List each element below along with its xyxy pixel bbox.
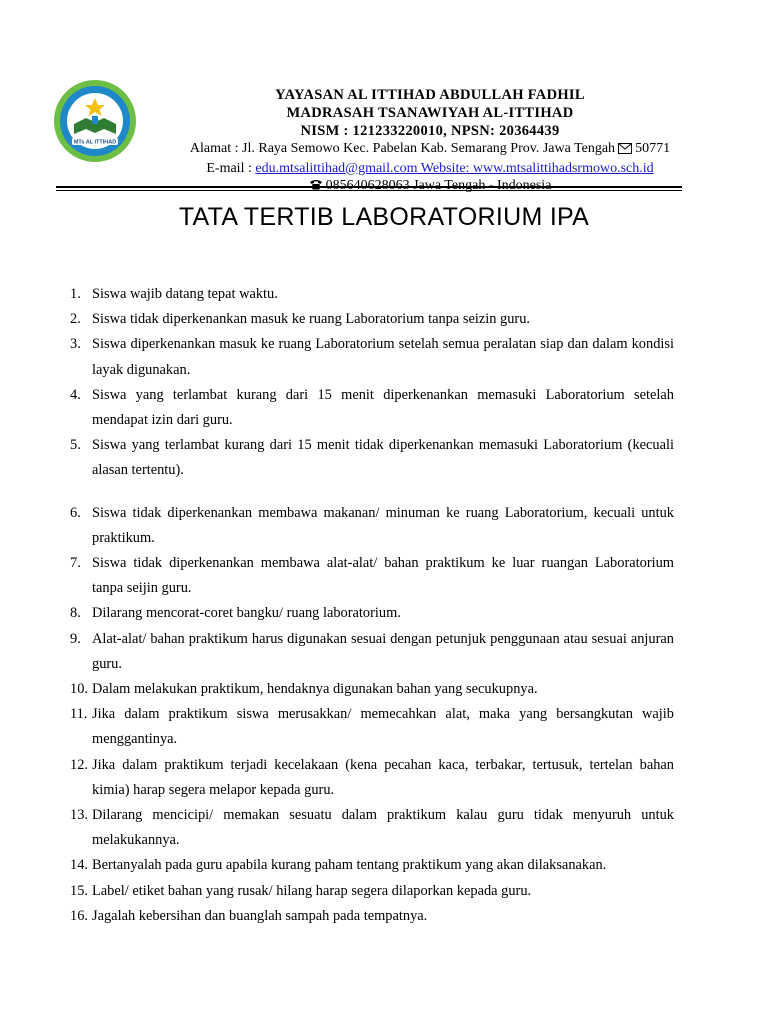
rule-text: Siswa yang terlambat kurang dari 15 menit tidak diperkenankan memasuki Laboratorium (kecuali alasan tertentu). [92,437,674,479]
header-divider-thin [56,190,682,191]
rule-text: Jagalah kebersihan dan buanglah sampah pada tempatnya. [92,907,428,924]
rule-item-9 [70,627,674,677]
rule-text: Siswa diperkenankan masuk ke ruang Laboratorium setelah semua peralatan siap dan dalam kondisi layak digunakan. [92,336,674,378]
rule-text: Dalam melakukan praktikum, hendaknya digunakan bahan yang secukupnya. [92,681,538,698]
envelope-icon [618,142,632,160]
rule-number: 3. [70,336,81,353]
header-divider-thick [56,186,682,188]
school-logo [52,78,138,164]
rule-text: Siswa tidak diperkenankan membawa makanan/ minuman ke ruang Laboratorium, kecuali untuk praktikum. [92,504,674,546]
email-label: E-mail : [206,160,252,176]
rule-item-4 [70,383,674,433]
rule-number: 2. [70,311,81,328]
rule-text: Jika dalam praktikum terjadi kecelakaan (kena pecahan kaca, terbakar, tertusuk, tertelan bahan kimia) harap segera melapor kepada guru. [92,756,674,798]
rule-item-13 [70,803,674,853]
rule-text: Dilarang mencicipi/ memakan sesuatu dalam praktikum kalau guru tidak menyuruh untuk melakukannya. [92,807,674,849]
school-name: MADRASAH TSANAWIYAH AL-ITTIHAD [286,105,574,121]
address-text: Alamat : Jl. Raya Semowo Kec. Pabelan Kab. Semarang Prov. Jawa Tengah [189,141,616,156]
page-title: TATA TERTIB LABORATORIUM IPA [178,203,590,231]
rule-number: 11. [70,706,88,723]
rules-list [70,282,674,929]
school-ids: NISM : 121233220010, NPSN: 20364439 [300,123,560,139]
rule-text: Bertanyalah pada guru apabila kurang paham tentang praktikum yang akan dilaksanakan. [92,857,607,874]
rule-text: Siswa yang terlambat kurang dari 15 menit diperkenankan memasuki Laboratorium setelah mendapat izin dari guru. [92,386,674,429]
rule-number: 10. [70,681,88,698]
rule-text: Jika dalam praktikum siswa merusakkan/ memecahkan alat, maka yang bersangkutan wajib menggantinya. [92,706,674,748]
rule-item-11 [70,702,674,752]
rule-item-16 [70,904,674,929]
rule-text: Label/ etiket bahan yang rusak/ hilang harap segera dilaporkan kepada guru. [92,882,532,899]
rule-text: Siswa wajib datang tepat waktu. [92,286,278,302]
rule-number: 14. [70,857,88,874]
rule-item-2 [70,307,674,332]
rule-number: 12. [70,756,88,773]
rule-item-8 [70,601,674,626]
foundation-name: YAYASAN AL ITTIHAD ABDULLAH FADHIL [275,87,585,103]
rule-text: Dilarang mencorat-coret bangku/ ruang laboratorium. [92,605,401,622]
rule-item-10 [70,677,674,702]
email-website-link[interactable]: edu.mtsalittihad@gmail.com Website: www.mtsalittihadsrmowo.sch.id [255,160,654,176]
rule-number: 5. [70,437,81,454]
rule-number: 6. [70,504,81,521]
rule-item-15 [70,879,674,904]
rule-text: Siswa tidak diperkenankan membawa alat-alat/ bahan praktikum ke luar ruangan Laboratorium tanpa seijin guru. [92,555,674,597]
postal-code: 50771 [635,141,671,156]
rule-number: 7. [70,555,81,572]
email-line [130,160,730,178]
rule-item-7 [70,551,674,601]
rule-text: Siswa tidak diperkenankan masuk ke ruang Laboratorium tanpa seizin guru. [92,311,530,328]
rule-number: 16. [70,907,88,924]
rule-number: 4. [70,386,81,403]
rule-item-6 [70,501,674,551]
rule-number: 8. [70,605,81,622]
rule-number: 13. [70,807,88,824]
rule-item-12 [70,753,674,803]
rule-item-3 [70,332,674,382]
rule-item-14 [70,853,674,878]
logo-text: MTs AL ITTIHAD [73,139,117,146]
rule-text: Alat-alat/ bahan praktikum harus digunakan sesuai dengan petunjuk penggunaan atau sesuai anjuran guru. [92,630,674,672]
rule-item-1 [70,282,674,307]
rule-number: 1. [70,286,81,302]
rule-number: 15. [70,882,88,899]
address-line [130,140,730,160]
letterhead [130,86,730,196]
rule-item-5 [70,433,674,483]
rule-number: 9. [70,630,81,647]
